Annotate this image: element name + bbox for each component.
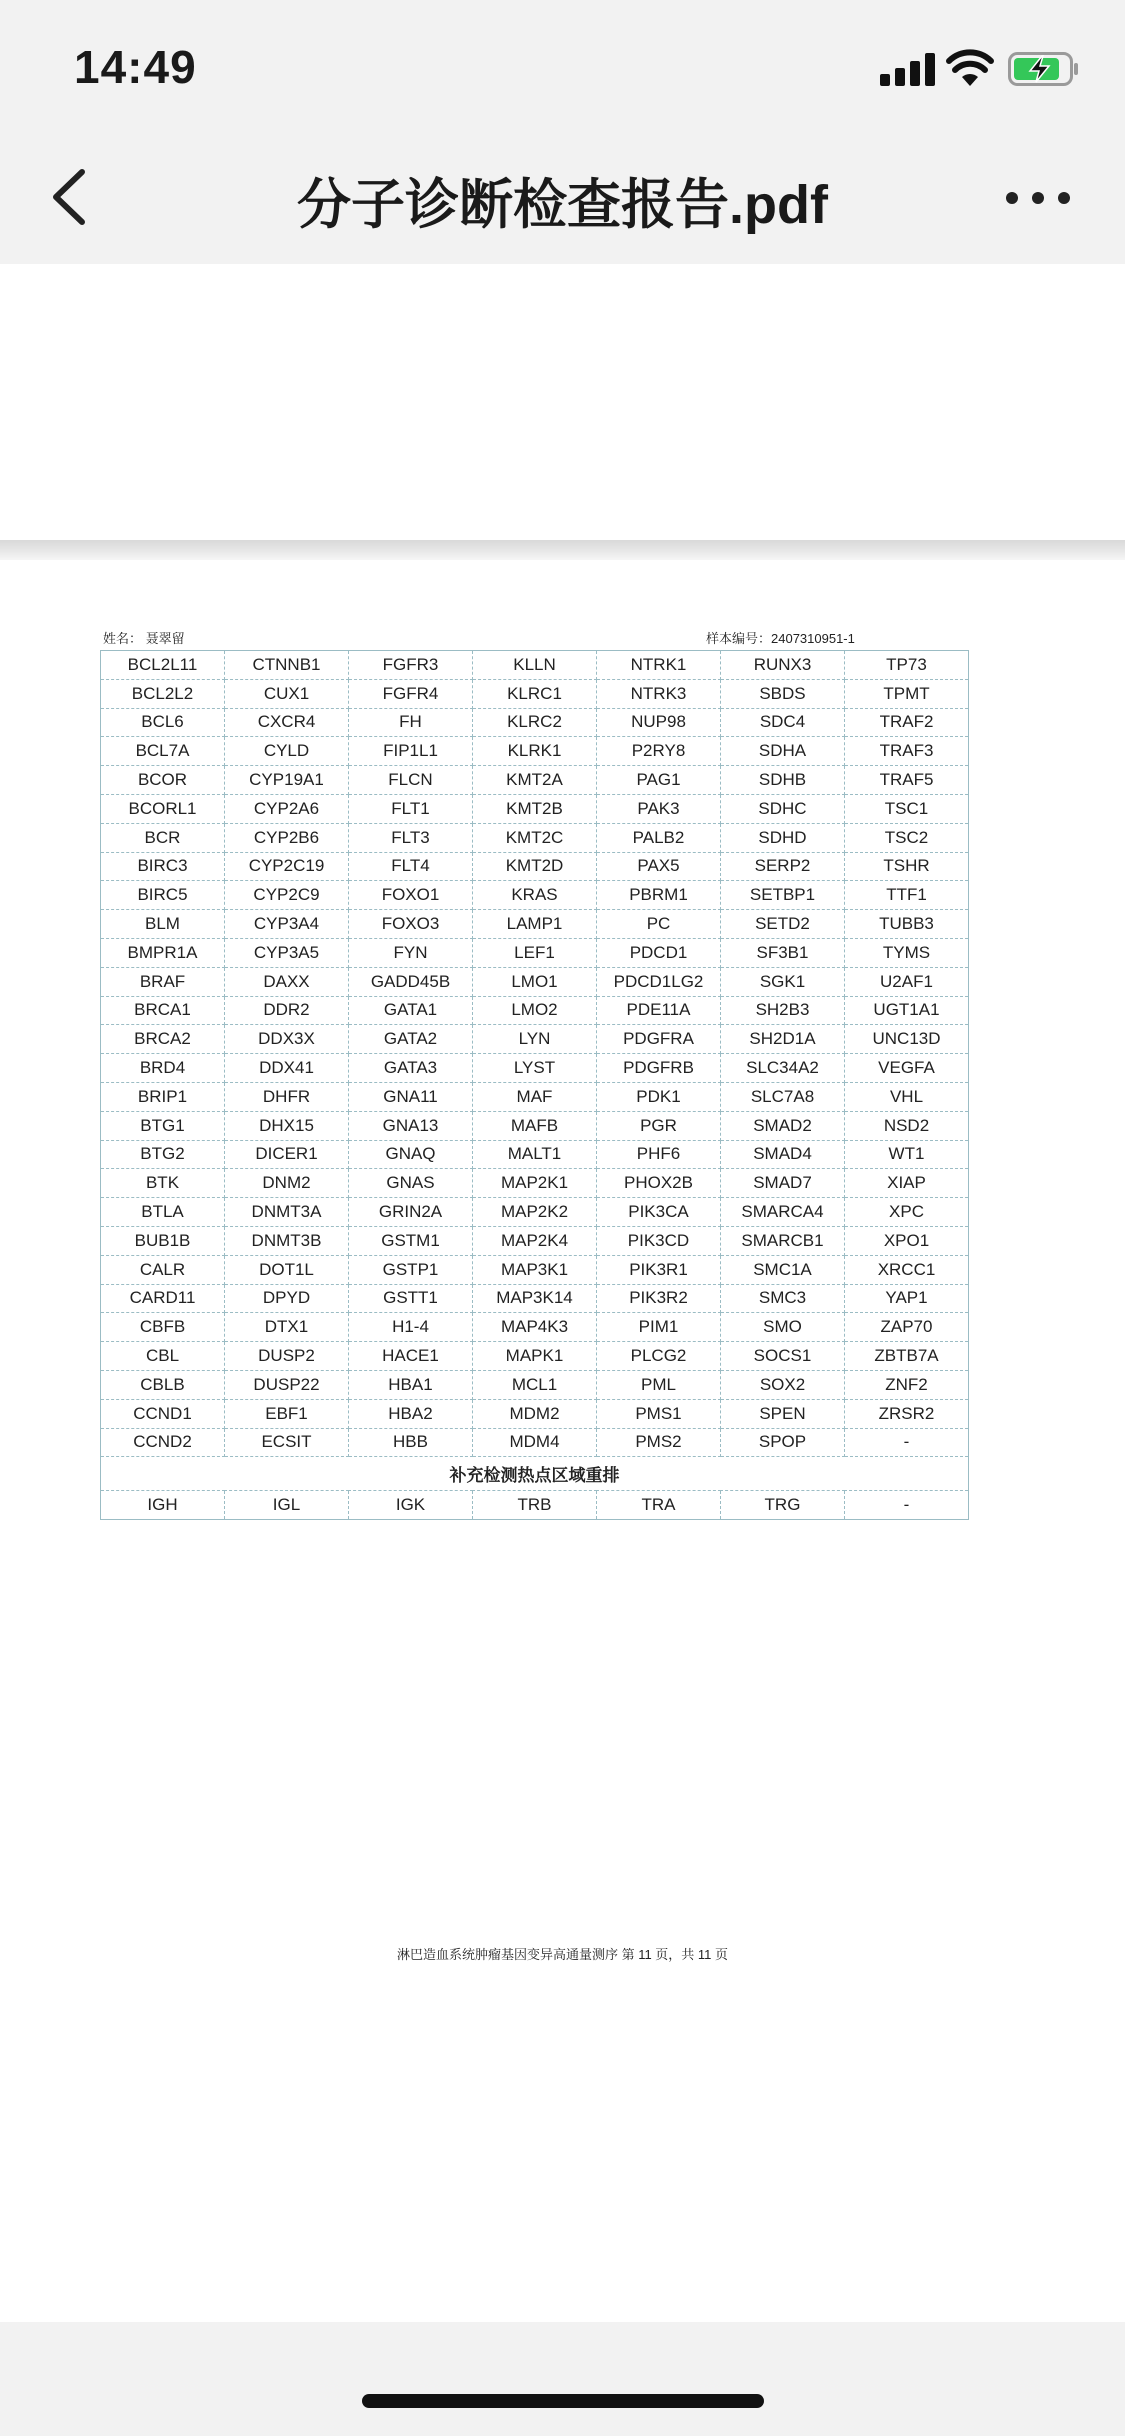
gene-cell: GNA13 — [349, 1111, 473, 1140]
gene-cell: SH2D1A — [721, 1025, 845, 1054]
gene-cell: SGK1 — [721, 967, 845, 996]
gene-cell: ZAP70 — [845, 1313, 969, 1342]
gene-cell: - — [845, 1428, 969, 1457]
table-row — [101, 766, 969, 795]
table-row — [101, 1342, 969, 1371]
gene-cell: BIRC5 — [101, 881, 225, 910]
battery-charging-icon — [1008, 52, 1080, 86]
gene-cell: BCORL1 — [101, 794, 225, 823]
gene-cell: XRCC1 — [845, 1255, 969, 1284]
gene-cell: CALR — [101, 1255, 225, 1284]
section-row — [101, 1457, 969, 1491]
status-bar — [0, 0, 1125, 132]
gene-cell: FOXO3 — [349, 910, 473, 939]
gene-cell: TRB — [473, 1491, 597, 1520]
gene-cell: BCL2L11 — [101, 651, 225, 680]
gene-cell: MAP4K3 — [473, 1313, 597, 1342]
gene-cell: SMARCA4 — [721, 1198, 845, 1227]
gene-cell: BTG1 — [101, 1111, 225, 1140]
gene-cell: KMT2B — [473, 794, 597, 823]
table-row — [101, 881, 969, 910]
gene-cell: GATA3 — [349, 1054, 473, 1083]
gene-cell: YAP1 — [845, 1284, 969, 1313]
table-row — [101, 1255, 969, 1284]
gene-cell: PC — [597, 910, 721, 939]
gene-cell: SF3B1 — [721, 938, 845, 967]
gene-cell: DHFR — [225, 1082, 349, 1111]
gene-cell: BRAF — [101, 967, 225, 996]
gene-cell: H1-4 — [349, 1313, 473, 1342]
gene-cell: MAF — [473, 1082, 597, 1111]
gene-cell: CCND1 — [101, 1399, 225, 1428]
gene-cell: FGFR4 — [349, 679, 473, 708]
gene-cell: GRIN2A — [349, 1198, 473, 1227]
gene-cell: U2AF1 — [845, 967, 969, 996]
gene-cell: LAMP1 — [473, 910, 597, 939]
gene-cell: SMO — [721, 1313, 845, 1342]
gene-cell: MDM2 — [473, 1399, 597, 1428]
gene-cell: ECSIT — [225, 1428, 349, 1457]
gene-cell: SMAD2 — [721, 1111, 845, 1140]
gene-cell: PML — [597, 1370, 721, 1399]
gene-cell: TSC2 — [845, 823, 969, 852]
gene-cell: DAXX — [225, 967, 349, 996]
gene-cell: ZNF2 — [845, 1370, 969, 1399]
gene-cell: PDGFRB — [597, 1054, 721, 1083]
gene-cell: NSD2 — [845, 1111, 969, 1140]
table-row — [101, 823, 969, 852]
gene-cell: SH2B3 — [721, 996, 845, 1025]
sample-number: 样本编号：2407310951-1 — [706, 631, 855, 646]
table-row — [101, 967, 969, 996]
gene-cell: NTRK1 — [597, 651, 721, 680]
gene-cell: FYN — [349, 938, 473, 967]
table-row — [101, 910, 969, 939]
gene-cell: GNAS — [349, 1169, 473, 1198]
gene-cell: PDCD1 — [597, 938, 721, 967]
table-row — [101, 1082, 969, 1111]
gene-cell: SDHD — [721, 823, 845, 852]
gene-cell: SBDS — [721, 679, 845, 708]
gene-cell: BRIP1 — [101, 1082, 225, 1111]
gene-cell: SMARCB1 — [721, 1226, 845, 1255]
gene-cell: TTF1 — [845, 881, 969, 910]
navigation-bar — [0, 132, 1125, 264]
gene-cell: DNMT3B — [225, 1226, 349, 1255]
gene-cell: KRAS — [473, 881, 597, 910]
gene-cell: BRCA2 — [101, 1025, 225, 1054]
gene-cell: HBA1 — [349, 1370, 473, 1399]
gene-cell: CYP3A4 — [225, 910, 349, 939]
gene-cell: BMPR1A — [101, 938, 225, 967]
gene-cell: GSTT1 — [349, 1284, 473, 1313]
gene-cell: PALB2 — [597, 823, 721, 852]
gene-cell: DDR2 — [225, 996, 349, 1025]
gene-cell: MAP2K2 — [473, 1198, 597, 1227]
section-title: 补充检测热点区域重排 — [101, 1457, 969, 1491]
gene-cell: BLM — [101, 910, 225, 939]
table-row — [101, 1313, 969, 1342]
gene-cell: FGFR3 — [349, 651, 473, 680]
gene-cell: P2RY8 — [597, 737, 721, 766]
table-row — [101, 1111, 969, 1140]
gene-cell: DUSP22 — [225, 1370, 349, 1399]
table-row — [101, 1198, 969, 1227]
gene-cell: SLC34A2 — [721, 1054, 845, 1083]
gene-cell: SMAD7 — [721, 1169, 845, 1198]
gene-cell: FOXO1 — [349, 881, 473, 910]
table-row — [101, 938, 969, 967]
gene-cell: KMT2C — [473, 823, 597, 852]
table-row — [101, 679, 969, 708]
gene-cell: BCL7A — [101, 737, 225, 766]
gene-cell: LYN — [473, 1025, 597, 1054]
gene-cell: HBA2 — [349, 1399, 473, 1428]
gene-cell: GSTP1 — [349, 1255, 473, 1284]
gene-cell: FLT3 — [349, 823, 473, 852]
gene-cell: MDM4 — [473, 1428, 597, 1457]
gene-cell: BUB1B — [101, 1226, 225, 1255]
table-row — [101, 1428, 969, 1457]
gene-cell: PMS2 — [597, 1428, 721, 1457]
gene-cell: MAP3K1 — [473, 1255, 597, 1284]
gene-cell: PHF6 — [597, 1140, 721, 1169]
gene-cell: GATA1 — [349, 996, 473, 1025]
gene-cell: CYP2B6 — [225, 823, 349, 852]
gene-cell: CTNNB1 — [225, 651, 349, 680]
gene-cell: KLRC2 — [473, 708, 597, 737]
gene-cell: PGR — [597, 1111, 721, 1140]
gene-cell: UGT1A1 — [845, 996, 969, 1025]
gene-cell: DNM2 — [225, 1169, 349, 1198]
home-indicator[interactable] — [362, 2394, 764, 2408]
gene-cell: PBRM1 — [597, 881, 721, 910]
gene-cell: PAK3 — [597, 794, 721, 823]
gene-cell: PAX5 — [597, 852, 721, 881]
gene-cell: GNAQ — [349, 1140, 473, 1169]
gene-cell: NTRK3 — [597, 679, 721, 708]
gene-cell: CXCR4 — [225, 708, 349, 737]
gene-cell: TRAF2 — [845, 708, 969, 737]
bottom-bar — [0, 2322, 1125, 2436]
gene-cell: SERP2 — [721, 852, 845, 881]
table-row — [101, 1140, 969, 1169]
gene-cell: DPYD — [225, 1284, 349, 1313]
gene-cell: ZRSR2 — [845, 1399, 969, 1428]
cellular-signal-icon — [880, 52, 936, 86]
table-row — [101, 1169, 969, 1198]
gene-cell: CYLD — [225, 737, 349, 766]
table-row — [101, 1054, 969, 1083]
gene-cell: MAFB — [473, 1111, 597, 1140]
gene-cell: SMC3 — [721, 1284, 845, 1313]
table-row — [101, 852, 969, 881]
gene-cell: SPOP — [721, 1428, 845, 1457]
gene-cell: TRA — [597, 1491, 721, 1520]
table-row — [101, 1284, 969, 1313]
table-row — [101, 651, 969, 680]
gene-cell: VEGFA — [845, 1054, 969, 1083]
gene-cell: ZBTB7A — [845, 1342, 969, 1371]
gene-cell: SOCS1 — [721, 1342, 845, 1371]
gene-cell: HACE1 — [349, 1342, 473, 1371]
gene-cell: BCR — [101, 823, 225, 852]
gene-cell: VHL — [845, 1082, 969, 1111]
gene-cell: BCL6 — [101, 708, 225, 737]
gene-cell: BTLA — [101, 1198, 225, 1227]
gene-cell: BCOR — [101, 766, 225, 795]
gene-cell: CBL — [101, 1342, 225, 1371]
gene-cell: SMC1A — [721, 1255, 845, 1284]
gene-cell: PDK1 — [597, 1082, 721, 1111]
gene-cell: TUBB3 — [845, 910, 969, 939]
wifi-icon — [946, 48, 994, 88]
gene-cell: SETD2 — [721, 910, 845, 939]
gene-cell: TSC1 — [845, 794, 969, 823]
gene-cell: TP73 — [845, 651, 969, 680]
gene-cell: XIAP — [845, 1169, 969, 1198]
gene-cell: CBFB — [101, 1313, 225, 1342]
gene-cell: WT1 — [845, 1140, 969, 1169]
gene-cell: PIM1 — [597, 1313, 721, 1342]
gene-cell: FIP1L1 — [349, 737, 473, 766]
gene-cell: KMT2A — [473, 766, 597, 795]
gene-cell: FLT1 — [349, 794, 473, 823]
gene-cell: CUX1 — [225, 679, 349, 708]
gene-cell: CYP3A5 — [225, 938, 349, 967]
gene-cell: TSHR — [845, 852, 969, 881]
gene-cell: GADD45B — [349, 967, 473, 996]
gene-cell: DDX3X — [225, 1025, 349, 1054]
table-row — [101, 1025, 969, 1054]
gene-cell: DHX15 — [225, 1111, 349, 1140]
gene-table — [100, 650, 969, 1520]
gene-cell: PIK3CA — [597, 1198, 721, 1227]
gene-cell: SDHC — [721, 794, 845, 823]
gene-cell: TYMS — [845, 938, 969, 967]
gene-cell: DTX1 — [225, 1313, 349, 1342]
gene-cell: TRAF3 — [845, 737, 969, 766]
gene-cell: LYST — [473, 1054, 597, 1083]
gene-cell: XPO1 — [845, 1226, 969, 1255]
gene-cell: CYP2C19 — [225, 852, 349, 881]
gene-cell: TRG — [721, 1491, 845, 1520]
gene-cell: UNC13D — [845, 1025, 969, 1054]
gene-cell: PIK3R2 — [597, 1284, 721, 1313]
gene-cell: BIRC3 — [101, 852, 225, 881]
gene-cell: SLC7A8 — [721, 1082, 845, 1111]
table-row — [101, 1370, 969, 1399]
gene-cell: KLLN — [473, 651, 597, 680]
gene-cell: KMT2D — [473, 852, 597, 881]
patient-name: 姓名： 聂翠留 — [103, 631, 185, 646]
gene-cell: MAP2K1 — [473, 1169, 597, 1198]
gene-cell: DDX41 — [225, 1054, 349, 1083]
gene-cell: PHOX2B — [597, 1169, 721, 1198]
gene-cell: - — [845, 1491, 969, 1520]
gene-cell: CYP2C9 — [225, 881, 349, 910]
gene-cell: RUNX3 — [721, 651, 845, 680]
gene-cell: SDHB — [721, 766, 845, 795]
gene-cell: BCL2L2 — [101, 679, 225, 708]
gene-cell: PAG1 — [597, 766, 721, 795]
gene-cell: MAPK1 — [473, 1342, 597, 1371]
gene-cell: IGK — [349, 1491, 473, 1520]
gene-cell: CARD11 — [101, 1284, 225, 1313]
page-footer: 淋巴造血系统肿瘤基因变异高通量测序 第 11 页，共 11 页 — [396, 1947, 729, 1962]
gene-cell: MCL1 — [473, 1370, 597, 1399]
back-chevron-icon[interactable] — [38, 162, 108, 232]
table-row — [101, 996, 969, 1025]
gene-cell: MAP3K14 — [473, 1284, 597, 1313]
gene-cell: PDCD1LG2 — [597, 967, 721, 996]
gene-cell: TPMT — [845, 679, 969, 708]
status-time: 14:49 — [74, 41, 197, 93]
gene-cell: PIK3CD — [597, 1226, 721, 1255]
document-title: 分子诊断检查报告.pdf — [297, 175, 828, 235]
gene-cell: SETBP1 — [721, 881, 845, 910]
gene-cell: BRD4 — [101, 1054, 225, 1083]
table-row — [101, 737, 969, 766]
gene-cell: PDGFRA — [597, 1025, 721, 1054]
gene-cell: PIK3R1 — [597, 1255, 721, 1284]
gene-cell: DNMT3A — [225, 1198, 349, 1227]
gene-cell: SOX2 — [721, 1370, 845, 1399]
gene-cell: KLRK1 — [473, 737, 597, 766]
gene-cell: CCND2 — [101, 1428, 225, 1457]
gene-cell: BTG2 — [101, 1140, 225, 1169]
gene-cell: MALT1 — [473, 1140, 597, 1169]
gene-cell: FH — [349, 708, 473, 737]
gene-cell: PLCG2 — [597, 1342, 721, 1371]
gene-cell: DOT1L — [225, 1255, 349, 1284]
more-options-icon[interactable] — [1000, 180, 1076, 214]
gene-cell: DICER1 — [225, 1140, 349, 1169]
gene-cell: LEF1 — [473, 938, 597, 967]
gene-cell: XPC — [845, 1198, 969, 1227]
gene-cell: SMAD4 — [721, 1140, 845, 1169]
table-row — [101, 1491, 969, 1520]
gene-cell: SDC4 — [721, 708, 845, 737]
gene-cell: GATA2 — [349, 1025, 473, 1054]
gene-cell: FLCN — [349, 766, 473, 795]
gene-cell: LMO2 — [473, 996, 597, 1025]
gene-cell: SDHA — [721, 737, 845, 766]
page-separator — [0, 540, 1125, 560]
gene-cell: CYP19A1 — [225, 766, 349, 795]
gene-cell: MAP2K4 — [473, 1226, 597, 1255]
gene-cell: GSTM1 — [349, 1226, 473, 1255]
gene-cell: CBLB — [101, 1370, 225, 1399]
table-row — [101, 1399, 969, 1428]
gene-cell: SPEN — [721, 1399, 845, 1428]
gene-cell: DUSP2 — [225, 1342, 349, 1371]
table-row — [101, 794, 969, 823]
gene-cell: TRAF5 — [845, 766, 969, 795]
gene-cell: EBF1 — [225, 1399, 349, 1428]
gene-cell: GNA11 — [349, 1082, 473, 1111]
gene-cell: BRCA1 — [101, 996, 225, 1025]
gene-cell: KLRC1 — [473, 679, 597, 708]
gene-cell: PDE11A — [597, 996, 721, 1025]
gene-cell: IGH — [101, 1491, 225, 1520]
table-row — [101, 708, 969, 737]
gene-cell: PMS1 — [597, 1399, 721, 1428]
gene-cell: FLT4 — [349, 852, 473, 881]
gene-cell: LMO1 — [473, 967, 597, 996]
gene-cell: IGL — [225, 1491, 349, 1520]
gene-cell: NUP98 — [597, 708, 721, 737]
gene-cell: HBB — [349, 1428, 473, 1457]
gene-cell: CYP2A6 — [225, 794, 349, 823]
gene-cell: BTK — [101, 1169, 225, 1198]
table-row — [101, 1226, 969, 1255]
